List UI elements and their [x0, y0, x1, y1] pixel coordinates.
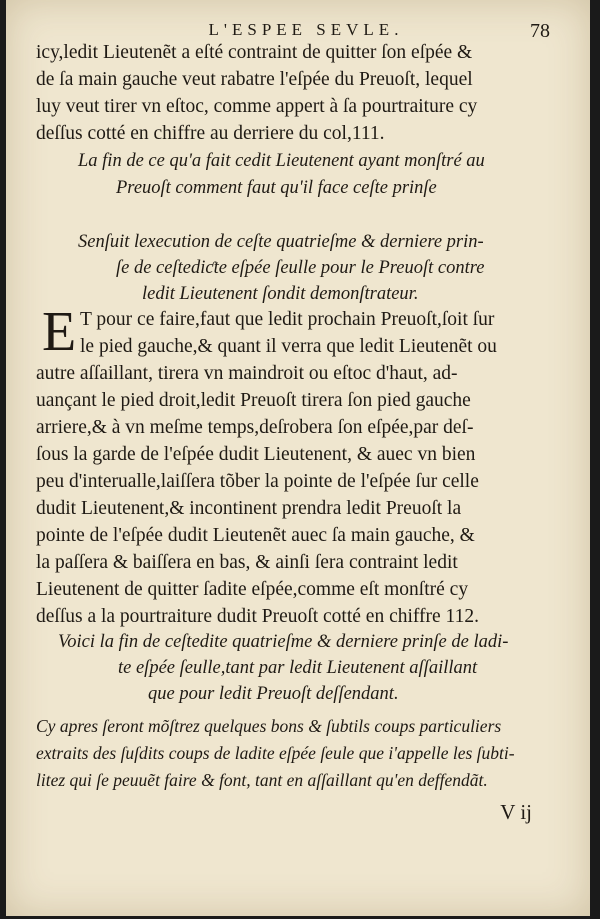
drop-cap: E: [42, 301, 77, 363]
text-line: de ſa main gauche veut rabatre l'eſpée du Preuoſt, lequel: [36, 69, 473, 90]
closing-line: Cy apres ſeront mõſtrez quelques bons & ſubtils coups particuliers: [36, 716, 502, 736]
caption-line: Voici la fin de ceſtedite quatrieſme & derniere prinſe de ladi-: [58, 632, 509, 652]
text-line: la paſſera & baiſſera en bas, & ainſi ſera contraint ledit: [36, 552, 458, 573]
text-line: autre aſſaillant, tirera vn maindroit ou eſtoc d'haut, ad-: [36, 363, 458, 384]
closing-line: extraits des ſuſdits coups de ladite eſpée ſeule que i'appelle les ſubti-: [36, 743, 515, 763]
caption-line: te eſpée ſeulle,tant par ledit Lieutenent aſſaillant: [118, 658, 478, 678]
running-title: L'ESPEE SEVLE.: [208, 20, 404, 39]
caption-line: Preuoſt comment faut qu'il face ceſte prinſe: [116, 178, 437, 198]
closing-line: litez qui ſe peuuẽt faire & font, tant en aſſaillant qu'en deffendãt.: [36, 770, 488, 790]
text-line: deſſus a la pourtraiture dudit Preuoſt cotté en chiffre 112.: [36, 606, 479, 627]
text-line: luy veut tirer vn eſtoc, comme appert à ſa pourtraiture cy: [36, 96, 478, 117]
caption-line: La fin de ce qu'a fait cedit Lieutenent ayant monſtré au: [78, 151, 485, 171]
section-heading-line: Senſuit lexecution de ceſte quatrieſme & derniere prin-: [78, 232, 484, 252]
text-line: le pied gauche,& quant il verra que ledit Lieutenẽt ou: [80, 336, 497, 357]
text-line: dudit Lieutenent,& incontinent prendra ledit Preuoſt la: [36, 498, 462, 519]
text-line: Lieutenent de quitter ſadite eſpée,comme eſt monſtré cy: [36, 579, 469, 600]
text-line: ſous la garde de l'eſpée dudit Lieutenent, & auec vn bien: [36, 444, 476, 465]
page-number: 78: [530, 20, 550, 42]
section-heading-line: ledit Lieutenent ſondit demonſtrateur.: [142, 284, 419, 304]
text-line: deſſus cotté en chiffre au derriere du col,111.: [36, 123, 385, 144]
text-line: icy,ledit Lieutenẽt a eſté contraint de quitter ſon eſpée &: [36, 42, 473, 63]
book-page: [6, 0, 590, 916]
text-line: peu d'interualle,laiſſera tõber la pointe de l'eſpée ſur celle: [36, 471, 479, 492]
signature-mark: V ij: [500, 800, 532, 824]
text-line: uançant le pied droit,ledit Preuoſt tirera ſon pied gauche: [36, 390, 471, 411]
text-line: arriere,& à vn meſme temps,deſrobera ſon eſpée,par deſ-: [36, 417, 474, 438]
text-line: T pour ce faire,faut que ledit prochain Preuoſt,ſoit ſur: [80, 309, 495, 330]
caption-line: que pour ledit Preuoſt deſſendant.: [148, 684, 399, 704]
section-heading-line: ſe de ceſtediƈte eſpée ſeulle pour le Preuoſt contre: [116, 258, 485, 278]
text-line: pointe de l'eſpée dudit Lieutenẽt auec ſa main gauche, &: [36, 525, 475, 546]
